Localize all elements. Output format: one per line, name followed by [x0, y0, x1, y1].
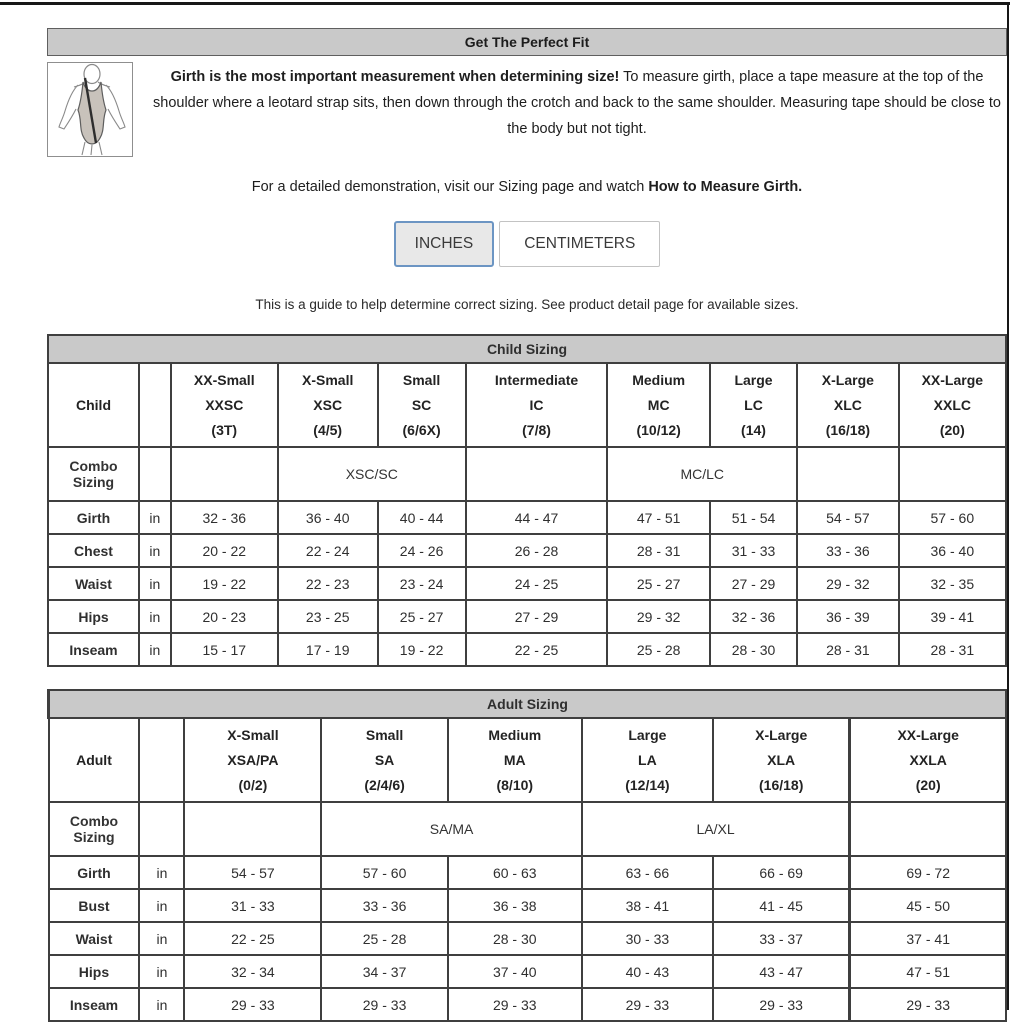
size-value-cell: 27 - 29: [466, 600, 608, 633]
blank-cell: [850, 802, 1006, 856]
sizing-guide-note: This is a guide to help determine correct sizing. See product detail page for available sizes.: [255, 297, 799, 312]
combo-sizing-label: Combo Sizing: [48, 447, 139, 501]
unit-cell: in: [139, 501, 171, 534]
adult-header-row: [49, 718, 1007, 802]
adult-sizing-table: [47, 689, 1007, 1022]
size-col-header: X-Large XLC (16/18): [797, 363, 899, 447]
size-value-cell: 36 - 40: [899, 534, 1006, 567]
size-value-cell: 32 - 36: [171, 501, 278, 534]
size-col-header: Large LA (12/14): [582, 718, 713, 802]
centimeters-button[interactable]: CENTIMETERS: [499, 221, 660, 267]
window-right-border: [1007, 2, 1009, 1010]
size-value-cell: 29 - 33: [321, 988, 447, 1021]
size-value-cell: 54 - 57: [797, 501, 899, 534]
size-value-cell: 29 - 33: [850, 988, 1006, 1021]
size-value-cell: 69 - 72: [850, 856, 1006, 889]
size-value-cell: 26 - 28: [466, 534, 608, 567]
child-inseam-row: [48, 633, 1006, 666]
size-col-header: Small SA (2/4/6): [321, 718, 447, 802]
blank-cell: [171, 447, 278, 501]
adult-bust-row: [49, 889, 1007, 922]
size-col-header: X-Small XSC (4/5): [278, 363, 378, 447]
row-label: Girth: [49, 856, 140, 889]
size-col-header: Medium MA (8/10): [448, 718, 582, 802]
combo-span: XSC/SC: [278, 447, 466, 501]
combo-span: LA/XL: [582, 802, 850, 856]
child-sizing-table: [47, 334, 1007, 667]
demo-note-bold: How to Measure Girth.: [648, 179, 803, 195]
size-value-cell: 23 - 24: [378, 567, 466, 600]
size-col-header: Small SC (6/6X): [378, 363, 466, 447]
size-value-cell: 15 - 17: [171, 633, 278, 666]
size-value-cell: 36 - 38: [448, 889, 582, 922]
blank-cell: [139, 802, 184, 856]
unit-cell: in: [139, 955, 184, 988]
size-value-cell: 32 - 35: [899, 567, 1006, 600]
size-col-header: Large LC (14): [710, 363, 797, 447]
unit-cell: in: [139, 567, 171, 600]
child-chest-row: [48, 534, 1006, 567]
size-value-cell: 28 - 31: [797, 633, 899, 666]
unit-cell: in: [139, 856, 184, 889]
child-header-row: [48, 363, 1006, 447]
size-value-cell: 22 - 23: [278, 567, 378, 600]
size-value-cell: 44 - 47: [466, 501, 608, 534]
size-value-cell: 23 - 25: [278, 600, 378, 633]
size-value-cell: 39 - 41: [899, 600, 1006, 633]
demo-note-text: For a detailed demonstration, visit our Sizing page and watch: [251, 179, 649, 195]
child-table-title: Child Sizing: [48, 335, 1006, 363]
combo-span: SA/MA: [321, 802, 581, 856]
size-value-cell: 28 - 30: [448, 922, 582, 955]
adult-inseam-row: [49, 988, 1007, 1021]
demo-note: [47, 179, 1007, 195]
combo-sizing-label: Combo Sizing: [49, 802, 140, 856]
row-label: Inseam: [49, 988, 140, 1021]
size-value-cell: 32 - 34: [184, 955, 321, 988]
size-value-cell: 22 - 25: [184, 922, 321, 955]
adult-combo-row: [49, 802, 1007, 856]
combo-span: MC/LC: [607, 447, 797, 501]
adult-waist-row: [49, 922, 1007, 955]
blank-cell: [466, 447, 608, 501]
blank-cell: [139, 718, 184, 802]
unit-cell: in: [139, 922, 184, 955]
size-value-cell: 36 - 39: [797, 600, 899, 633]
size-value-cell: 40 - 44: [378, 501, 466, 534]
inches-button[interactable]: INCHES: [394, 221, 495, 267]
blank-cell: [899, 447, 1006, 501]
size-value-cell: 22 - 25: [466, 633, 608, 666]
girth-instructions: [147, 64, 1007, 142]
size-value-cell: 29 - 33: [713, 988, 850, 1021]
row-label: Hips: [48, 600, 139, 633]
size-value-cell: 20 - 23: [171, 600, 278, 633]
row-label: Waist: [48, 567, 139, 600]
adult-girth-row: [49, 856, 1007, 889]
size-value-cell: 41 - 45: [713, 889, 850, 922]
size-value-cell: 47 - 51: [850, 955, 1006, 988]
size-value-cell: 37 - 41: [850, 922, 1006, 955]
child-girth-row: [48, 501, 1006, 534]
size-value-cell: 40 - 43: [582, 955, 713, 988]
size-value-cell: 17 - 19: [278, 633, 378, 666]
size-value-cell: 29 - 32: [607, 600, 710, 633]
size-value-cell: 33 - 37: [713, 922, 850, 955]
size-value-cell: 45 - 50: [850, 889, 1006, 922]
size-value-cell: 20 - 22: [171, 534, 278, 567]
adult-row-header: Adult: [49, 718, 140, 802]
size-value-cell: 60 - 63: [448, 856, 582, 889]
size-value-cell: 25 - 28: [321, 922, 447, 955]
size-value-cell: 24 - 26: [378, 534, 466, 567]
size-value-cell: 34 - 37: [321, 955, 447, 988]
size-value-cell: 19 - 22: [378, 633, 466, 666]
size-value-cell: 43 - 47: [713, 955, 850, 988]
row-label: Bust: [49, 889, 140, 922]
child-waist-row: [48, 567, 1006, 600]
blank-cell: [184, 802, 321, 856]
unit-toggle: [47, 221, 1007, 267]
size-value-cell: 31 - 33: [710, 534, 797, 567]
size-value-cell: 51 - 54: [710, 501, 797, 534]
child-combo-row: [48, 447, 1006, 501]
size-value-cell: 28 - 31: [607, 534, 710, 567]
blank-cell: [797, 447, 899, 501]
size-chart-page: [47, 28, 1007, 1022]
unit-cell: in: [139, 889, 184, 922]
row-label: Inseam: [48, 633, 139, 666]
size-col-header: XX-Large XXLC (20): [899, 363, 1006, 447]
unit-cell: in: [139, 534, 171, 567]
size-value-cell: 33 - 36: [321, 889, 447, 922]
size-value-cell: 57 - 60: [321, 856, 447, 889]
intro-section: [47, 62, 1007, 157]
size-value-cell: 33 - 36: [797, 534, 899, 567]
size-value-cell: 24 - 25: [466, 567, 608, 600]
size-value-cell: 63 - 66: [582, 856, 713, 889]
size-value-cell: 25 - 27: [607, 567, 710, 600]
adult-hips-row: [49, 955, 1007, 988]
size-value-cell: 22 - 24: [278, 534, 378, 567]
size-value-cell: 37 - 40: [448, 955, 582, 988]
size-value-cell: 66 - 69: [713, 856, 850, 889]
size-value-cell: 29 - 32: [797, 567, 899, 600]
size-value-cell: 28 - 30: [710, 633, 797, 666]
size-value-cell: 38 - 41: [582, 889, 713, 922]
size-col-header: XX-Small XXSC (3T): [171, 363, 278, 447]
blank-cell: [139, 447, 171, 501]
size-col-header: X-Small XSA/PA (0/2): [184, 718, 321, 802]
size-value-cell: 25 - 28: [607, 633, 710, 666]
leotard-figure-icon: [48, 63, 132, 156]
size-value-cell: 29 - 33: [448, 988, 582, 1021]
size-col-header: Intermediate IC (7/8): [466, 363, 608, 447]
size-value-cell: 31 - 33: [184, 889, 321, 922]
girth-instructions-body: To measure girth, place a tape measure at the top of the shoulder where a leotard strap sits, then down through the crotch and back to the same shoulder. Measuring tape should be close to the body but not tight.: [153, 69, 1001, 137]
size-value-cell: 28 - 31: [899, 633, 1006, 666]
size-value-cell: 29 - 33: [184, 988, 321, 1021]
size-col-header: Medium MC (10/12): [607, 363, 710, 447]
size-value-cell: 32 - 36: [710, 600, 797, 633]
size-value-cell: 19 - 22: [171, 567, 278, 600]
girth-diagram-image: [47, 62, 133, 157]
size-col-header: X-Large XLA (16/18): [713, 718, 850, 802]
row-label: Waist: [49, 922, 140, 955]
size-value-cell: 30 - 33: [582, 922, 713, 955]
size-col-header: XX-Large XXLA (20): [850, 718, 1006, 802]
unit-cell: in: [139, 600, 171, 633]
child-row-header: Child: [48, 363, 139, 447]
size-value-cell: 54 - 57: [184, 856, 321, 889]
unit-cell: in: [139, 633, 171, 666]
child-hips-row: [48, 600, 1006, 633]
size-value-cell: 47 - 51: [607, 501, 710, 534]
blank-cell: [139, 363, 171, 447]
size-value-cell: 36 - 40: [278, 501, 378, 534]
row-label: Girth: [48, 501, 139, 534]
row-label: Hips: [49, 955, 140, 988]
girth-instructions-lead: Girth is the most important measurement when determining size!: [170, 69, 620, 85]
size-value-cell: 57 - 60: [899, 501, 1006, 534]
size-value-cell: 25 - 27: [378, 600, 466, 633]
window-top-border: [0, 2, 1010, 5]
page-title: Get The Perfect Fit: [47, 28, 1007, 56]
size-value-cell: 27 - 29: [710, 567, 797, 600]
size-value-cell: 29 - 33: [582, 988, 713, 1021]
adult-table-title: Adult Sizing: [49, 690, 1007, 718]
row-label: Chest: [48, 534, 139, 567]
unit-cell: in: [139, 988, 184, 1021]
